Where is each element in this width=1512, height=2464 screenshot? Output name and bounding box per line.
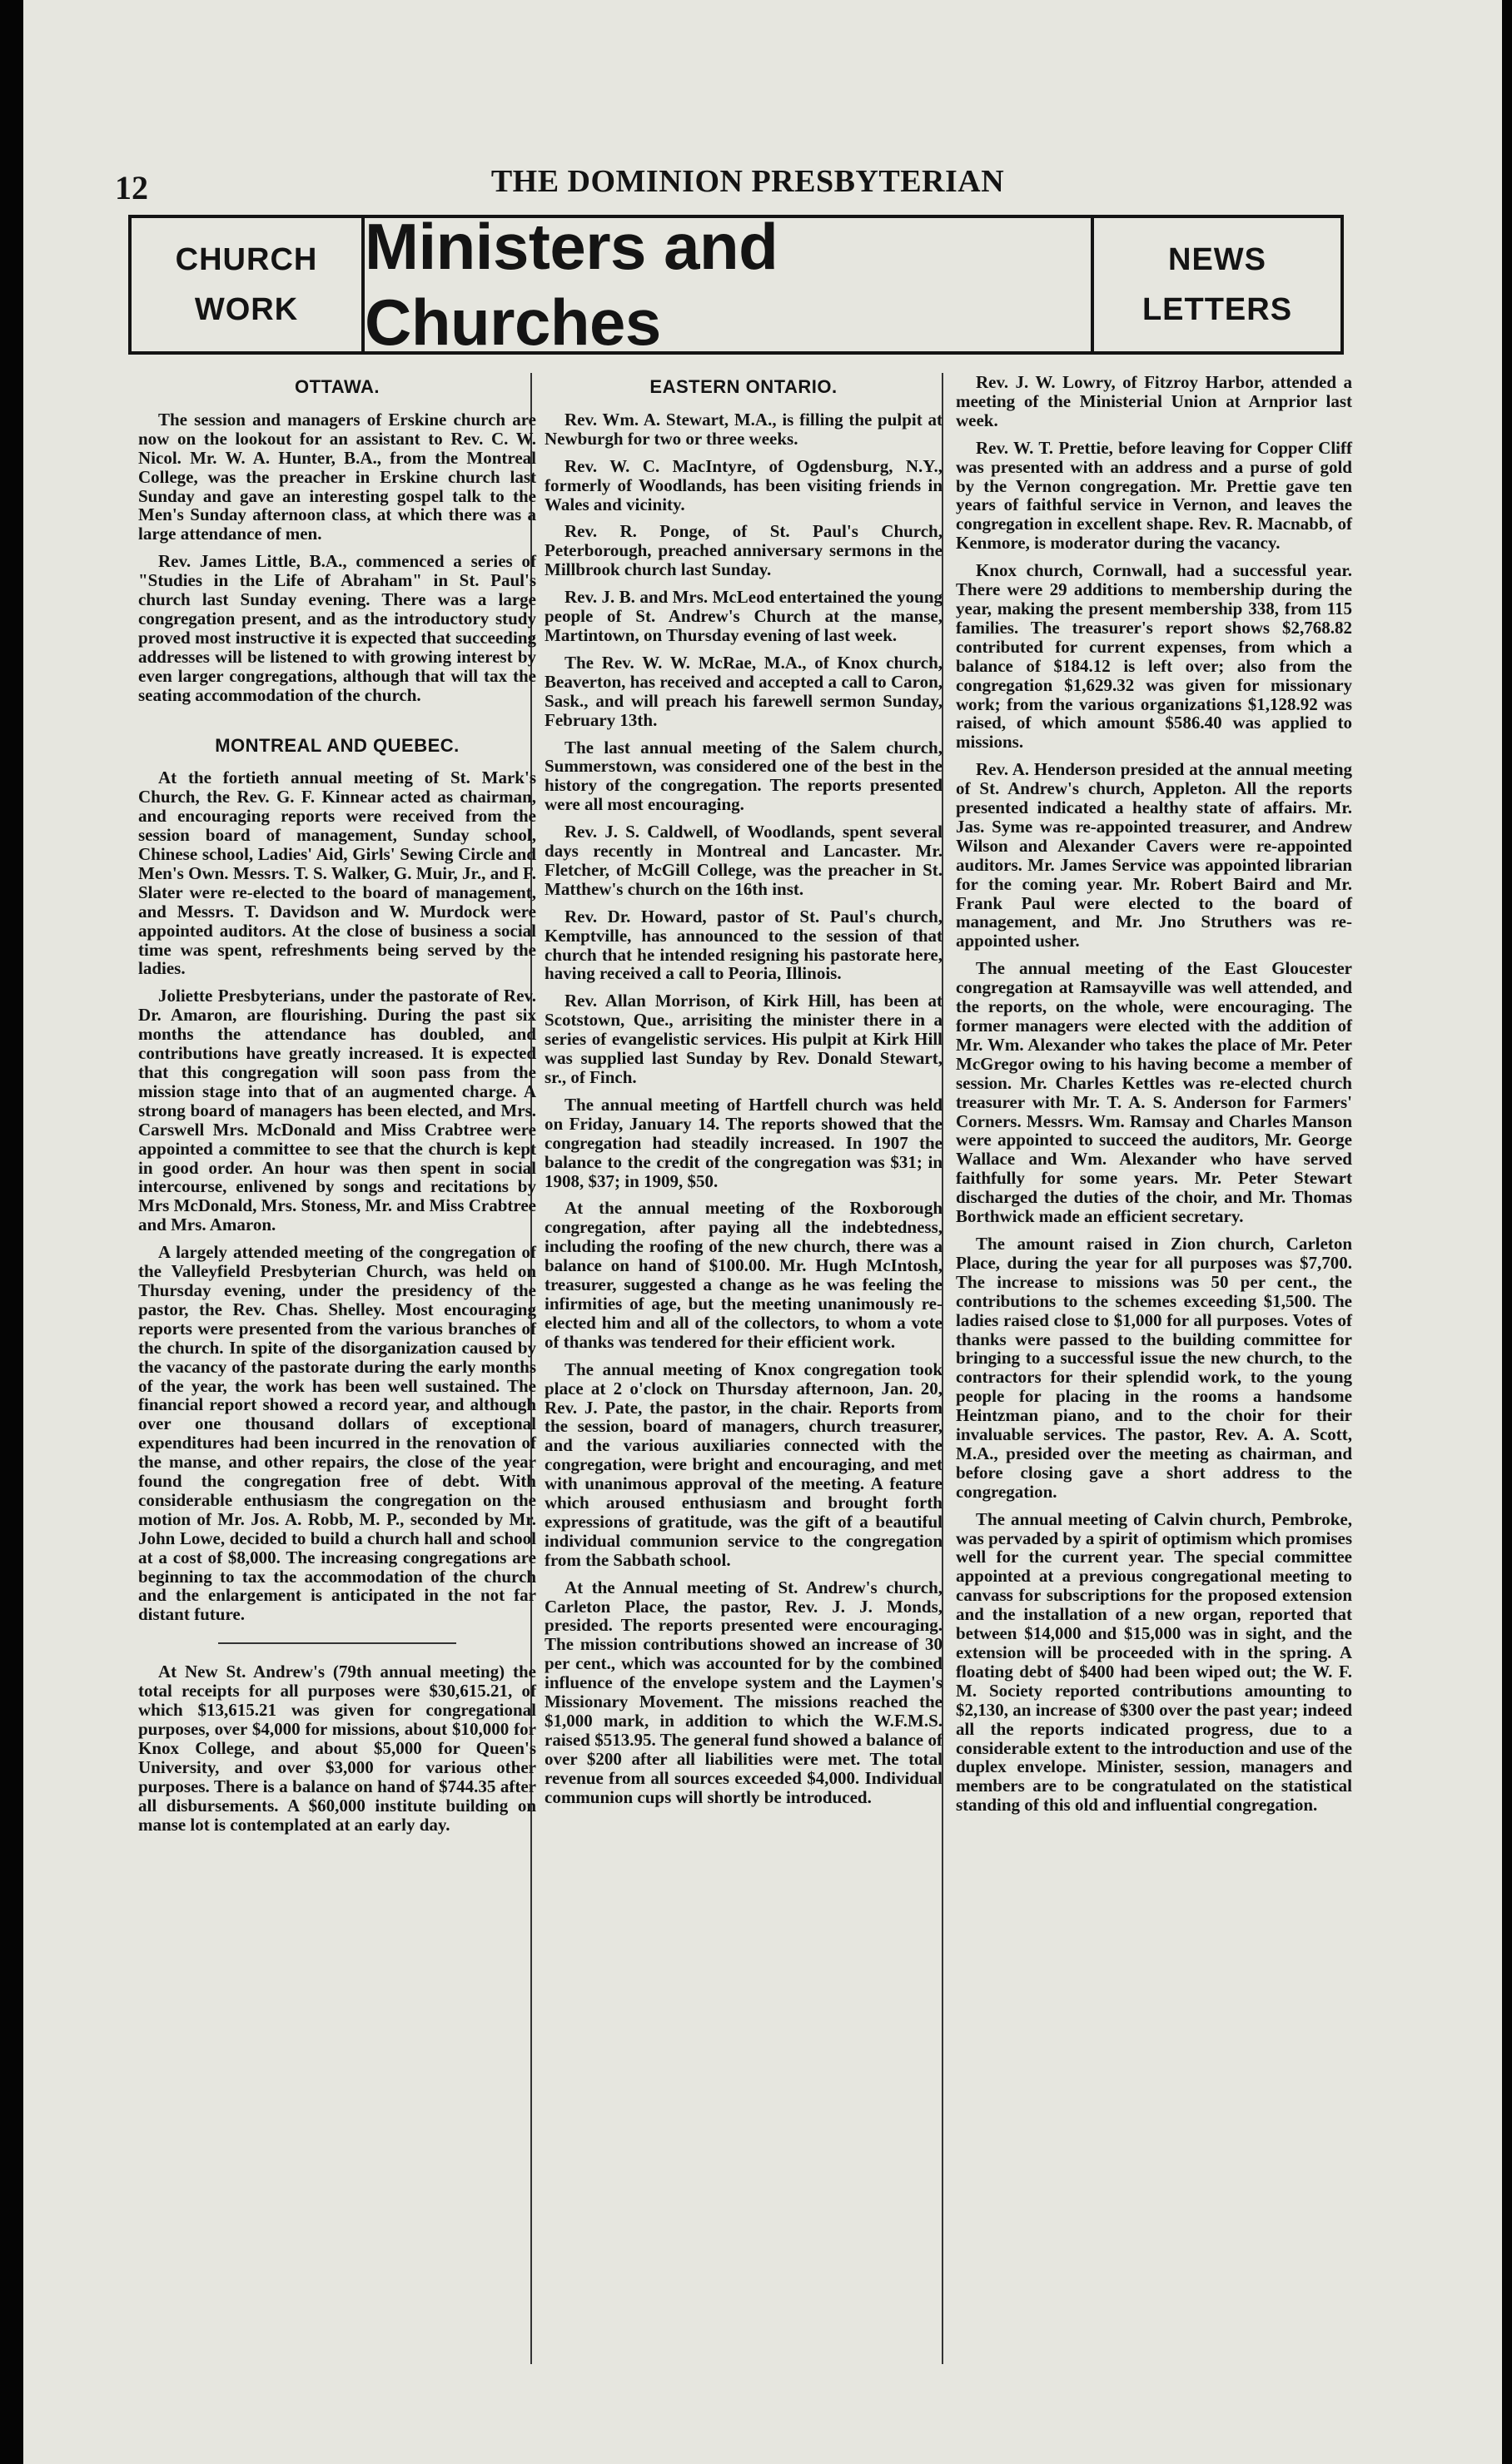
masthead-left-line1: CHURCH [175, 242, 318, 277]
masthead-left-box [132, 218, 365, 351]
section-heading-eastern-ontario: EASTERN ONTARIO. [649, 376, 838, 397]
masthead-right-box [1091, 218, 1340, 351]
column-1 [138, 373, 536, 1842]
article-paragraph: A largely attended meeting of the congregation of the Valleyfield Presbyterian Church, was held on Thursday evening, under the presidency of the pastor, the Rev. Chas. Shelley. Most encouraging reports were presented from the various branches of the church. In spite of the disorganization caused by the vacancy of the pastorate during the early months of the year, the work has been well sustained. The financial report showed a record year, and although over one thousand dollars of exceptional expenditures had been incurred in the renovation of the manse, and other repairs, the close of the year found the congregation free of debt. With considerable enthusiasm the congregation on the motion of Mr. Jos. A. Robb, M. P., seconded by Mr. John Lowe, decided to build a church hall and school at a cost of $8,000. The increasing congregations are beginning to tax the accommodation of the church and the enlargement is anticipated in the not far distant future. [138, 1242, 536, 1625]
masthead-title: Ministers and Churches [365, 210, 778, 359]
article-paragraph: The last annual meeting of the Salem church, Summerstown, was considered one of the best in the history of the congregation. The reports presented were all most encouraging. [545, 737, 943, 815]
article-paragraph: The amount raised in Zion church, Carleton Place, during the year for all purposes was $7,700. The increase to missions was 50 per cent., the contributions to the schemes exceeding $1,500. The ladies raised close to $1,000 for all purposes. Votes of thanks were passed to the building committee for bringing to a successful issue the new church, to the contractors for their splendid work, to the young people for placing in the rooms a handsome Heintzman piano, and to the choir for their invaluable services. The pastor, Rev. A. A. Scott, M.A., presided over the meeting as chairman, and before closing gave a short address to the congregation. [956, 1233, 1352, 1502]
article-paragraph: Joliette Presbyterians, under the pastorate of Rev. Dr. Amaron, are flourishing. During the past six months the attendance has doubled, and contributions have greatly increased. It is expected that this congregation will soon pass from the mission stage into that of an augmented charge. A strong board of managers has been elected, and Mrs. Carswell Mrs. McDonald and Miss Crabtree were appointed a committee to see that the church is kept in good order. An hour was then spent in social intercourse, enlivened by songs and recitations by Mrs McDonald, Mrs. Stoness, Mr. and Miss Crabtree and Mrs. Amaron. [138, 986, 536, 1235]
article-paragraph: Rev. J. S. Caldwell, of Woodlands, spent several days recently in Montreal and Lancaster. Mr. Fletcher, of McGill College, was the preacher in St. Matthew's church on the 16th inst. [545, 822, 943, 899]
article-paragraph: Rev. W. C. MacIntyre, of Ogdensburg, N.Y., formerly of Woodlands, has been visiting friends in Wales and vicinity. [545, 455, 943, 514]
article-paragraph: Rev. W. T. Prettie, before leaving for Copper Cliff was presented with an address and a purse of gold by the Vernon congregation. Mr. Prettie gave ten years of faithful service in Vernon, and leaves the congregation in excellent shape. Rev. R. Macnabb, of Kenmore, is moderator during the vacancy. [956, 437, 1352, 554]
article-paragraph: At the Annual meeting of St. Andrew's church, Carleton Place, the pastor, Rev. J. J. Monds, presided. The reports presented were encouraging. The mission contributions showed an increase of 30 per cent., which was accounted for by the combined influence of the envelope system and the Laymen's Missionary Movement. The missions reached the $1,000 mark, in addition to which the W.F.M.S. raised $513.95. The general fund showed a balance of over $200 after all liabilities were met. The total revenue from all sources exceeded $4,000. Individual communion cups will shortly be introduced. [545, 1577, 943, 1807]
running-title: THE DOMINION PRESBYTERIAN [490, 164, 1005, 199]
section-heading-montreal: MONTREAL AND QUEBEC. [215, 734, 460, 756]
article-paragraph: Rev. A. Henderson presided at the annual meeting of St. Andrew's church, Appleton. All the reports presented indicated a healthy state of affairs. Mr. Jas. Syme was re-appointed treasurer, and Andrew Wilson and Alexander Cavers were re-appointed auditors. Mr. James Service was appointed librarian for the coming year. Mr. Robert Baird and Mr. Frank Paul were elected to the board of management, and Mr. Jno Struthers was re-appointed usher. [956, 759, 1352, 951]
article-paragraph: The annual meeting of Hartfell church was held on Friday, January 14. The reports showed that the congregation had steadily increased. In 1907 the balance to the credit of the congregation was $31; in 1908, $37; in 1909, $50. [545, 1094, 943, 1191]
article-paragraph: Knox church, Cornwall, had a successful year. There were 29 additions to membership during the year, making the present membership 338, from 115 families. The treasurer's report shows $2,768.82 contributed for current expenses, from which a balance of $184.12 is left over; also from the congregation $1,629.32 was given for missionary work; from the various organizations $1,128.92 was raised, of which amount $586.40 was applied to missions. [956, 560, 1352, 753]
article-paragraph: Rev. Wm. A. Stewart, M.A., is filling the pulpit at Newburgh for two or three weeks. [545, 409, 943, 449]
article-paragraph: At the fortieth annual meeting of St. Mark's Church, the Rev. G. F. Kinnear acted as chairman, and encouraging reports were received from the session board of management, Sunday school, Chinese school, Ladies' Aid, Girls' Sewing Circle and Men's Own. Messrs. T. S. Walker, G. Muir, Jr., and F. Slater were re-elected to the board of management, and Messrs. T. Davidson and W. Murdock were appointed auditors. At the close of business a social time was spent, refreshments being served by the ladies. [138, 768, 536, 979]
article-paragraph: Rev. James Little, B.A., commenced a series of "Studies in the Life of Abraham" in St. Paul's church last Sunday evening. There was a large congregation present, and as the introductory study proved most instructive it is expected that succeeding addresses will be listened to with growing interest by even larger congregations, although that will tax the seating accommodation of the church. [138, 551, 536, 705]
article-paragraph: At New St. Andrew's (79th annual meeting) the total receipts for all purposes were $30,615.21, of which $13,615.21 was given for congregational purposes, over $4,000 for missions, about $10,000 for Knox College, and about $5,000 for Queen's University, and over $3,000 for various other purposes. There is a balance on hand of $744.35 after all disbursements. A $60,000 institute building on manse lot is contemplated at an early day. [138, 1662, 536, 1835]
masthead-left-line2: WORK [194, 292, 299, 327]
scan-border-right [1502, 0, 1512, 2464]
article-paragraph: Rev. J. W. Lowry, of Fitzroy Harbor, attended a meeting of the Ministerial Union at Arnprior last week. [956, 372, 1352, 430]
article-paragraph: The annual meeting of Calvin church, Pembroke, was pervaded by a spirit of optimism which promises well for the current year. The special committee appointed at a previous congregational meeting to canvass for subscriptions for the proposed extension and the installation of a new organ, reported that between $14,000 and $15,000 was in sight, and the extension will be proceeded with in the spring. A floating debt of $400 had been wiped out; the W. F. M. Society reported contributions amounting to $2,130, an increase of $300 over the past year; indeed all the reports indicated progress, due to a considerable extent to the introduction and use of the duplex envelope. Minister, session, managers and members are to be congratulated on the statistical standing of this old and influential congregation. [956, 1508, 1352, 1816]
section-divider [218, 1642, 457, 1644]
masthead-right-line2: LETTERS [1141, 292, 1293, 327]
article-paragraph: Rev. Allan Morrison, of Kirk Hill, has been at Scotstown, Que., arrisiting the minister there in a series of evangelistic services. His pulpit at Kirk Hill was supplied last Sunday by Rev. Donald Stewart, sr., of Finch. [545, 991, 943, 1087]
column-3 [956, 373, 1352, 1823]
article-paragraph: Rev. R. Ponge, of St. Paul's Church, Peterborough, preached anniversary sermons in the Millbrook church last Sunday. [545, 521, 943, 580]
article-paragraph: Rev. J. B. and Mrs. McLeod entertained the young people of St. Andrew's Church at the manse, Martintown, on Thursday evening of last week. [545, 587, 943, 645]
article-paragraph: At the annual meeting of the Roxborough congregation, after paying all the indebtedness, including the roofing of the new church, there was a balance on hand of $100.00. Mr. Hugh McIntosh, treasurer, suggested a change as he was feeling the infirmities of age, but the meeting unanimously re-elected him and all of the collectors, to whom a vote of thanks was tendered for their efficient work. [545, 1198, 943, 1352]
column-2 [545, 373, 943, 1816]
article-paragraph: The session and managers of Erskine church are now on the lookout for an assistant to Rev. C. W. Nicol. Mr. W. A. Hunter, B.A., from the Montreal College, was the preacher in Erskine church last Sunday and gave an interesting gospel talk to the Men's Sunday afternoon class, at which there was a large attendance of men. [138, 409, 536, 544]
article-paragraph: The Rev. W. W. McRae, M.A., of Knox church, Beaverton, has received and accepted a call to Caron, Sask., and will preach his farewell sermon Sunday, February 13th. [545, 652, 943, 730]
section-heading-ottawa: OTTAWA. [294, 376, 380, 397]
article-paragraph: The annual meeting of Knox congregation took place at 2 o'clock on Thursday afternoon, Jan. 20, Rev. J. Pate, the pastor, in the chair. Reports from the session, board of managers, church treasurer, and the various auxiliaries connected with the congregation, were bright and encouraging, and met with unanimous approval of the meeting. A feature which aroused enthusiasm and brought forth expressions of gratitude, was the gift of a beautiful individual communion service to the congregation from the Sabbath school. [545, 1359, 943, 1570]
newspaper-page [23, 0, 1502, 2464]
masthead [128, 210, 1344, 359]
article-paragraph: The annual meeting of the East Gloucester congregation at Ramsayville was well attended, and the reports, on the whole, were encouraging. The former managers were elected with the addition of Mr. Wm. Alexander who takes the place of Mr. Peter McGregor owing to his having become a member of session. Mr. Charles Kettles was re-elected church treasurer with Mr. T. A. S. Anderson for Farmers' Corners. Messrs. Wm. Ramsay and Charles Manson were appointed to succeed the auditors, Mr. George Wallace and Wm. Alexander who have served faithfully for some years. Mr. Peter Stewart discharged the duties of the choir, and Mr. Thomas Borthwick made an efficient secretary. [956, 958, 1352, 1227]
masthead-right-line1: NEWS [1168, 242, 1266, 277]
article-paragraph: Rev. Dr. Howard, pastor of St. Paul's church, Kemptville, has announced to the session of that church that he intended resigning his pastorate here, having received a call to Peoria, Illinois. [545, 906, 943, 984]
scan-border-left [0, 0, 23, 2464]
page-number: 12 [115, 169, 148, 206]
